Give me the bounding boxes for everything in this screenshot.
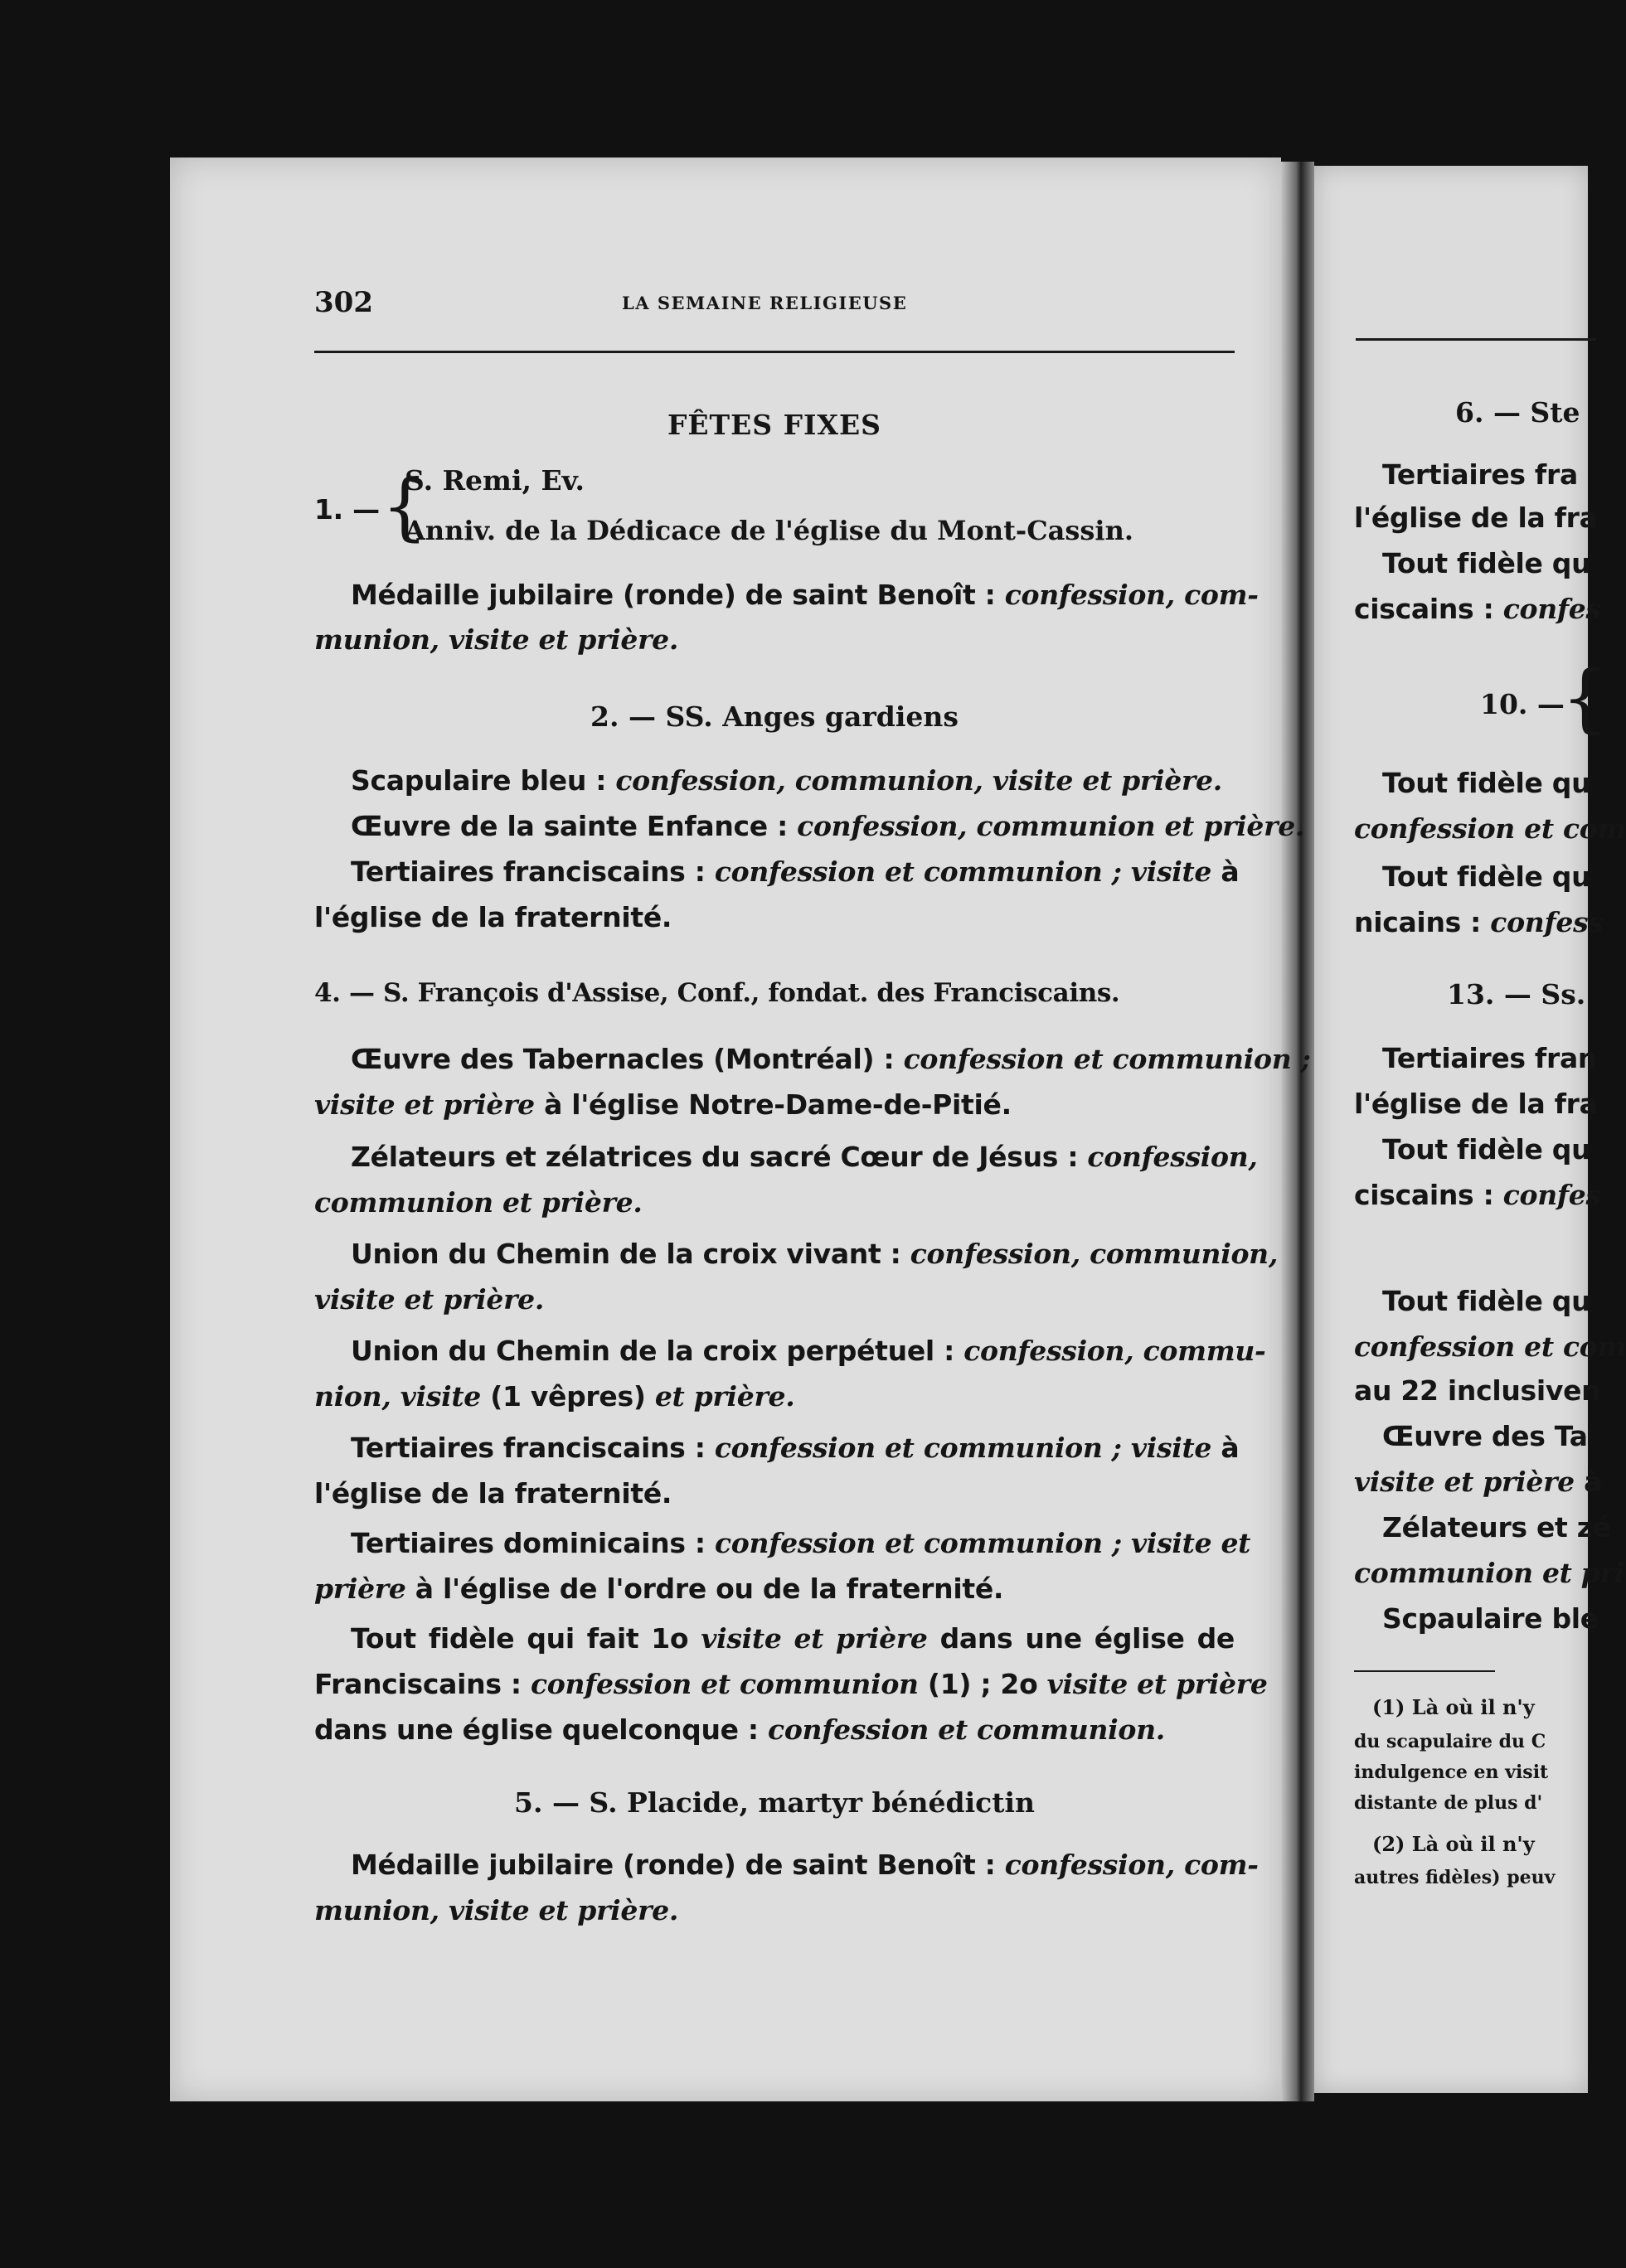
paragraph-continuation: munion, visite et prière. bbox=[314, 623, 679, 656]
section-title: FÊTES FIXES bbox=[667, 409, 882, 441]
brace-glyph: { bbox=[1561, 655, 1609, 742]
paragraph: Médaille jubilaire (ronde) de saint Benoît : confession, com- bbox=[351, 579, 1259, 611]
day-6-heading: 6. — Ste bbox=[1455, 396, 1580, 429]
text-line: visite et prière à bbox=[1354, 1466, 1603, 1498]
text-line: au 22 inclusiven bbox=[1354, 1374, 1601, 1407]
paragraph-continuation: Franciscains : confession et communion (1) ; 2o visite et prière bbox=[314, 1668, 1268, 1700]
day-1-number: 1. — bbox=[314, 493, 380, 526]
left-page bbox=[170, 158, 1311, 2101]
text-line: Tertiaires fran bbox=[1382, 1042, 1598, 1074]
text-line: Tout fidèle qu bbox=[1382, 547, 1591, 579]
page-number: 302 bbox=[314, 286, 373, 319]
day-13-heading: 13. — Ss. bbox=[1447, 978, 1586, 1010]
footnote-rule bbox=[1354, 1670, 1495, 1672]
paragraph: Œuvre des Tabernacles (Montréal) : confession et communion ; bbox=[351, 1043, 1311, 1075]
paragraph: Tout fidèle qui fait 1o visite et prière dans une église de bbox=[351, 1622, 1235, 1655]
footnote: (1) Là où il n'y bbox=[1372, 1695, 1535, 1719]
paragraph: Œuvre de la sainte Enfance : confession, communion et prière. bbox=[351, 810, 1305, 842]
paragraph: Union du Chemin de la croix perpétuel : confession, commu- bbox=[351, 1335, 1266, 1367]
day-5-heading: 5. — S. Placide, martyr bénédictin bbox=[514, 1786, 1035, 1819]
footnote: indulgence en visit bbox=[1354, 1762, 1549, 1783]
book-gutter bbox=[1281, 162, 1314, 2101]
text-line: confession et com bbox=[1354, 1330, 1626, 1363]
day-4-heading: 4. — S. François d'Assise, Conf., fondat. des Franciscains. bbox=[314, 978, 1120, 1008]
paragraph-continuation: visite et prière. bbox=[314, 1283, 545, 1316]
right-page bbox=[1314, 166, 1626, 2093]
paragraph: Union du Chemin de la croix vivant : confession, communion, bbox=[351, 1238, 1279, 1270]
day-2-heading: 2. — SS. Anges gardiens bbox=[590, 700, 959, 733]
footnote: distante de plus d' bbox=[1354, 1792, 1543, 1814]
text-line: nicains : confess bbox=[1354, 906, 1604, 938]
header-rule bbox=[314, 351, 1235, 353]
text-line: ciscains : confes bbox=[1354, 1179, 1601, 1211]
day-1-saint: S. Remi, Ev. bbox=[405, 464, 585, 497]
text-line: l'église de la fra bbox=[1354, 1088, 1598, 1120]
text-line: Scpaulaire ble bbox=[1382, 1602, 1599, 1635]
paragraph: Tertiaires franciscains : confession et communion ; visite à bbox=[351, 1432, 1240, 1464]
text-line: communion et pri bbox=[1354, 1557, 1624, 1589]
text-line: Zélateurs et zé bbox=[1382, 1511, 1611, 1544]
paragraph-continuation: dans une église quelconque : confession et communion. bbox=[314, 1713, 1165, 1746]
header-rule bbox=[1356, 338, 1596, 341]
text-line: Tout fidèle qu bbox=[1382, 860, 1591, 893]
running-header: LA SEMAINE RELIGIEUSE bbox=[622, 293, 908, 313]
footnote: (2) Là où il n'y bbox=[1372, 1832, 1535, 1856]
text-line: confession et com bbox=[1354, 812, 1626, 845]
footnote: du scapulaire du C bbox=[1354, 1731, 1546, 1752]
paragraph-continuation: munion, visite et prière. bbox=[314, 1894, 679, 1926]
text-line: ciscains : confes bbox=[1354, 593, 1601, 625]
day-10-number: 10. — bbox=[1480, 688, 1565, 720]
paragraph: Médaille jubilaire (ronde) de saint Benoît : confession, com- bbox=[351, 1849, 1259, 1881]
text-line: Tout fidèle qu bbox=[1382, 1133, 1591, 1166]
text-line: Tout fidèle qu bbox=[1382, 1285, 1591, 1317]
text-line: Œuvre des Ta bbox=[1382, 1420, 1588, 1452]
day-1-dedication: Anniv. de la Dédicace de l'église du Mont-Cassin. bbox=[405, 515, 1133, 546]
footnote: autres fidèles) peuv bbox=[1354, 1867, 1556, 1888]
text-line: Tout fidèle qu bbox=[1382, 767, 1591, 799]
text-line: l'église de la fra bbox=[1354, 502, 1598, 534]
paragraph-continuation: l'église de la fraternité. bbox=[314, 1477, 672, 1510]
paragraph: Scapulaire bleu : confession, communion, visite et prière. bbox=[351, 764, 1222, 797]
paragraph-continuation: communion et prière. bbox=[314, 1186, 643, 1219]
paragraph-continuation: prière à l'église de l'ordre ou de la fraternité. bbox=[314, 1573, 1004, 1605]
brace-glyph: { bbox=[381, 463, 428, 549]
paragraph: Tertiaires dominicains : confession et communion ; visite et bbox=[351, 1527, 1251, 1559]
paragraph-continuation: l'église de la fraternité. bbox=[314, 901, 672, 933]
paragraph: Tertiaires franciscains : confession et communion ; visite à bbox=[351, 855, 1240, 888]
paragraph: Zélateurs et zélatrices du sacré Cœur de Jésus : confession, bbox=[351, 1141, 1258, 1173]
paragraph-continuation: visite et prière à l'église Notre-Dame-de-Pitié. bbox=[314, 1088, 1012, 1121]
paragraph-continuation: nion, visite (1 vêpres) et prière. bbox=[314, 1380, 795, 1413]
text-line: Tertiaires fra bbox=[1382, 458, 1578, 491]
